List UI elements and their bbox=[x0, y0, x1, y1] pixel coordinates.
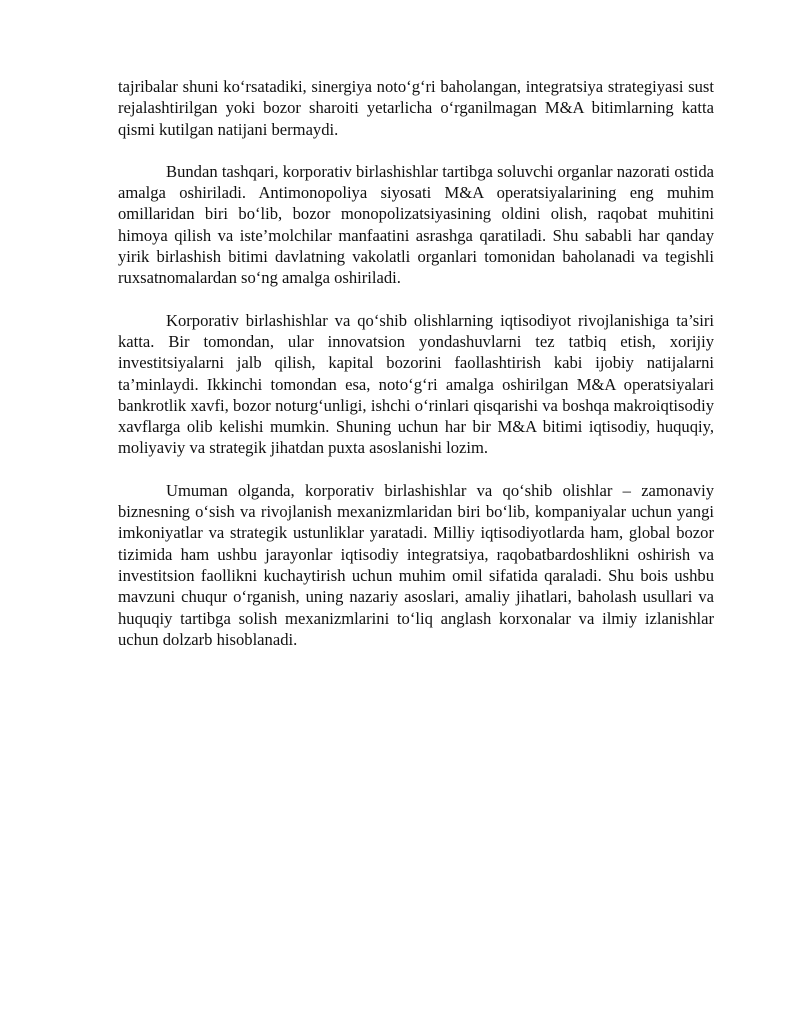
paragraph-economic-impact: Korporativ birlashishlar va qo‘shib olishlarning iqtisodiyot rivojlanishiga ta’siri katta. Bir tomondan, ular innovatsion yondashuvlarni tez tatbiq etish, xorijiy investitsiyalarni jalb qilish, kapital bozorini faollashtirish kabi ijobiy natijalarni ta’minlaydi. Ikkinchi tomondan esa, noto‘g‘ri amalga oshirilgan M&A operatsiyalari bankrotlik xavfi, bozor noturg‘unligi, ishchi o‘rinlari qisqarishi va boshqa makroiqtisodiy xavflarga olib kelishi mumkin. Shuning uchun har bir M&A bitimi iqtisodiy, huquqiy, moliyaviy va strategik jihatdan puxta asoslanishi lozim. bbox=[118, 310, 714, 458]
paragraph-conclusion: Umuman olganda, korporativ birlashishlar va qo‘shib olishlar – zamonaviy biznesning o‘sish va rivojlanish mexanizmlaridan biri bo‘lib, kompaniyalar uchun yangi imkoniyatlar va strategik ustunliklar yaratadi. Milliy iqtisodiyotlarda ham, global bozor tizimida ham ushbu jarayonlar iqtisodiy integratsiya, raqobatbardoshlikni oshirish va investitsion faollikni kuchaytirish uchun muhim omil sifatida qaraladi. Shu bois ushbu mavzuni chuqur o‘rganish, uning nazariy asoslari, amaliy jihatlari, baholash usullari va huquqiy tartibga solish mexanizmlarini to‘liq anglash korxonalar va ilmiy izlanishlar uchun dolzarb hisoblanadi. bbox=[118, 480, 714, 649]
paragraph-regulation: Bundan tashqari, korporativ birlashishlar tartibga soluvchi organlar nazorati ostida amalga oshiriladi. Antimonopoliya siyosati M&A operatsiyalarining eng muhim omillaridan biri bo‘lib, bozor monopolizatsiyasining oldini olish, raqobat muhitini himoya qilish va iste’molchilar manfaatini asrashga qaratiladi. Shu sababli har qanday yirik birlashish bitimi davlatning vakolatli organlari tomonidan baholanadi va tegishli ruxsatnomalardan so‘ng amalga oshiriladi. bbox=[118, 161, 714, 288]
document-page bbox=[118, 76, 714, 671]
paragraph-continuation: tajribalar shuni ko‘rsatadiki, sinergiya noto‘g‘ri baholangan, integratsiya strategiyasi sust rejalashtirilgan yoki bozor sharoiti yetarlicha o‘rganilmagan M&A bitimlarning katta qismi kutilgan natijani bermaydi. bbox=[118, 77, 714, 139]
